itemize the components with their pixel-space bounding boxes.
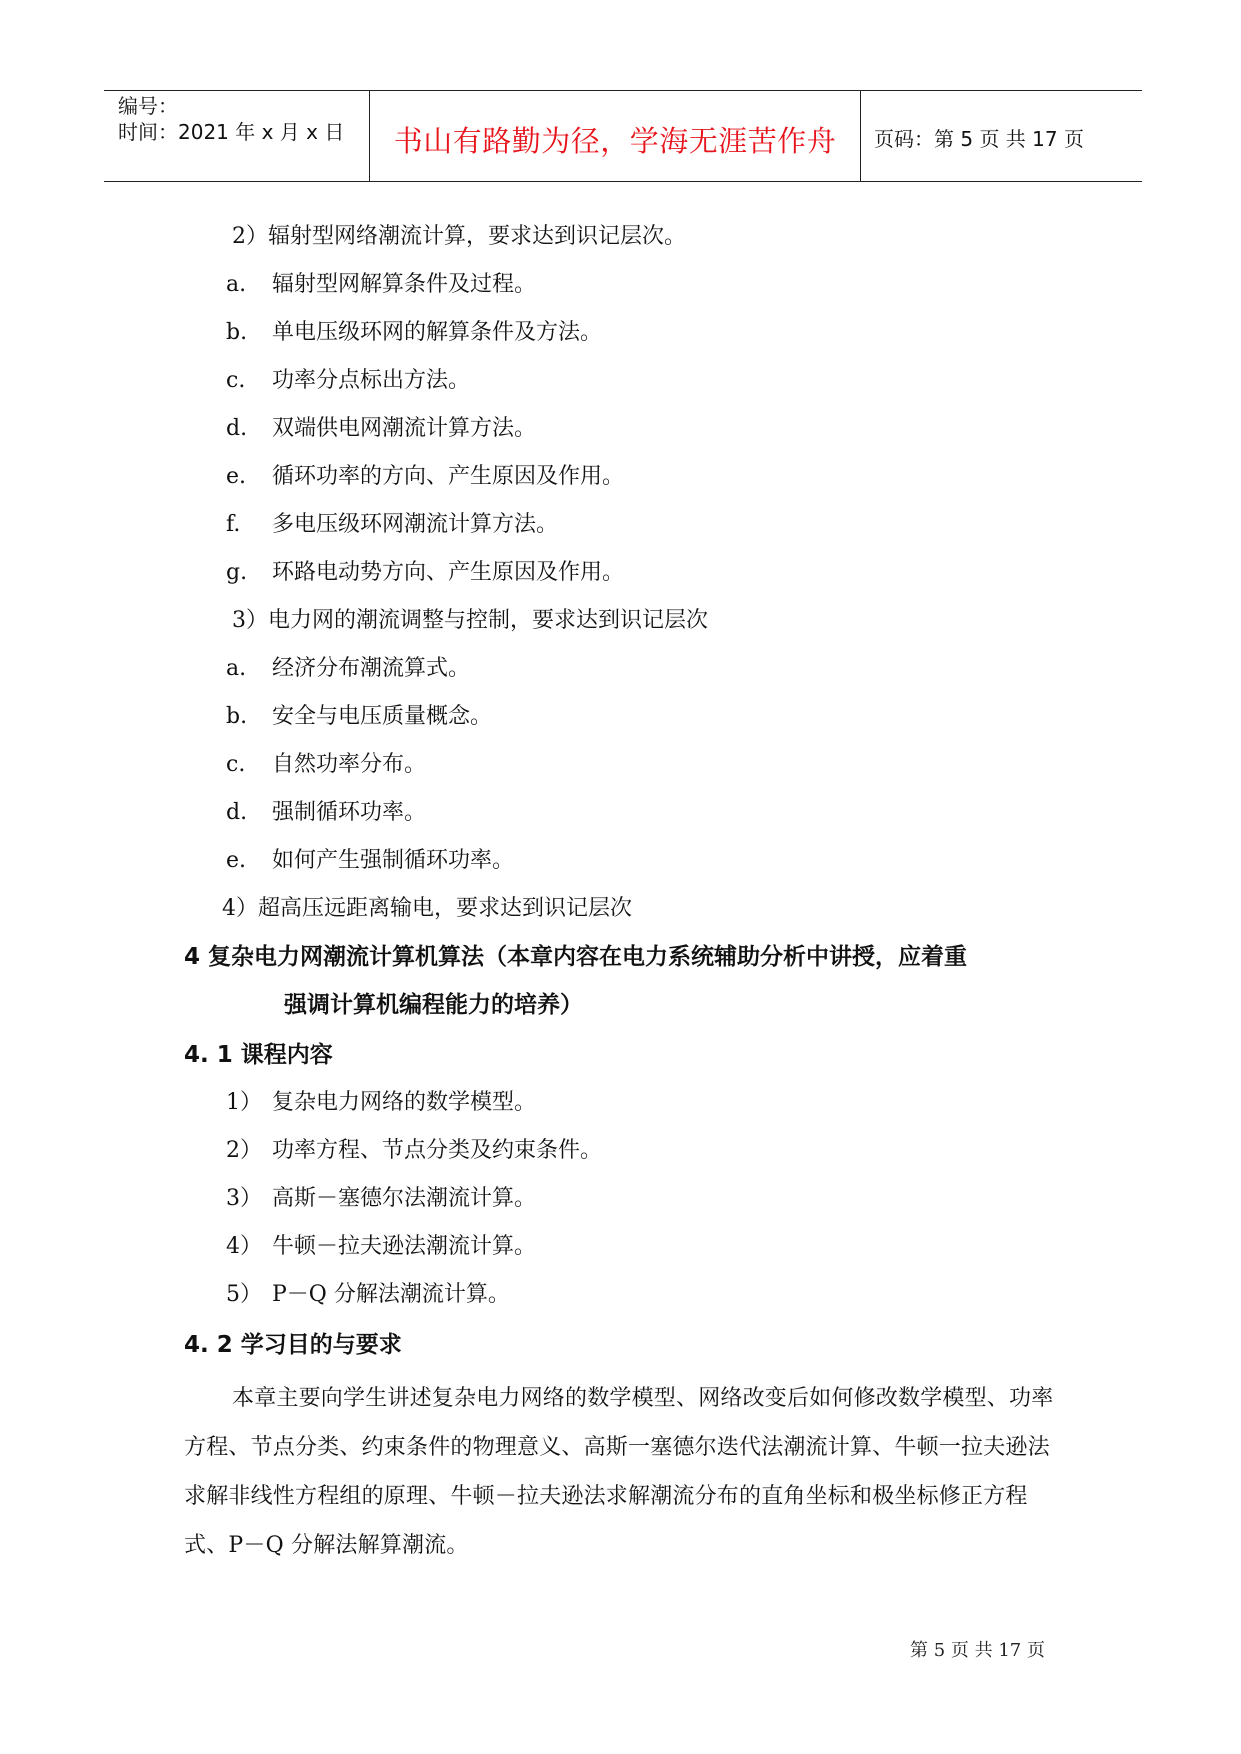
item-4-heading: 4）超高压远距离输电，要求达到识记层次: [222, 896, 632, 921]
list-item: [226, 702, 492, 732]
list-item: [226, 558, 624, 588]
list-marker: 1）: [226, 1090, 262, 1115]
list-marker: f.: [226, 512, 241, 537]
number-label: 编号：: [118, 94, 178, 118]
list-marker: b.: [226, 704, 248, 729]
list-item: [226, 654, 470, 684]
list-text: 环路电动势方向、产生原因及作用。: [272, 560, 625, 585]
list-text: 功率分点标出方法。: [272, 368, 471, 393]
list-text: 经济分布潮流算式。: [272, 656, 471, 681]
list-text: 安全与电压质量概念。: [272, 704, 493, 729]
list-text: 强制循环功率。: [272, 800, 427, 825]
list-marker: 3）: [226, 1186, 262, 1211]
list-text: 单电压级环网的解算条件及方法。: [272, 320, 603, 345]
list-item: [226, 798, 426, 828]
item-2-heading: 2）辐射型网络潮流计算，要求达到识记层次。: [232, 224, 686, 249]
body-paragraph: 本章主要向学生讲述复杂电力网络的数学模型、网络改变后如何修改数学模型、功率方程、节点分类、约束条件的物理意义、高斯一塞德尔迭代法潮流计算、牛顿一拉夫逊法求解非线性方程组的原理、牛顿－拉夫逊法求解潮流分布的直角坐标和极坐标修正方程式、P－Q 分解法解算潮流。: [184, 1386, 1054, 1558]
chapter-title: 4 复杂电力网潮流计算机算法（本章内容在电力系统辅助分析中讲授，应着重: [184, 944, 968, 970]
list-marker: c.: [226, 368, 246, 393]
list-item: [226, 318, 602, 348]
list-marker: a.: [226, 656, 247, 681]
page-header: [104, 90, 1142, 182]
list-item: [226, 366, 470, 396]
header-page-info: 页码：第 5 页 共 17 页: [874, 127, 1084, 151]
list-text: 辐射型网解算条件及过程。: [272, 272, 537, 297]
list-marker: d.: [226, 416, 248, 441]
list-item: [226, 270, 536, 300]
list-item: [226, 846, 514, 876]
list-item: [226, 1232, 536, 1262]
list-marker: e.: [226, 848, 247, 873]
list-item: [226, 1088, 536, 1118]
list-marker: a.: [226, 272, 247, 297]
item-3-heading: 3）电力网的潮流调整与控制，要求达到识记层次: [232, 608, 708, 633]
list-marker: g.: [226, 560, 248, 585]
list-text: 双端供电网潮流计算方法。: [272, 416, 537, 441]
header-motto: 书山有路勤为径，学海无涯苦作舟: [393, 124, 837, 158]
list-marker: b.: [226, 320, 248, 345]
list-text: P－Q 分解法潮流计算。: [272, 1282, 510, 1307]
list-item: [226, 1280, 510, 1310]
list-item: [226, 510, 558, 540]
list-text: 高斯－塞德尔法潮流计算。: [272, 1186, 537, 1211]
list-marker: c.: [226, 752, 246, 777]
time-label: 时间：2021 年 x 月 x 日: [118, 120, 345, 144]
page-footer: 第 5 页 共 17 页: [910, 1640, 1045, 1661]
list-marker: 5）: [226, 1282, 262, 1307]
header-meta: [118, 93, 368, 145]
chapter-title-continued: 强调计算机编程能力的培养）: [284, 992, 583, 1018]
list-item: [226, 750, 426, 780]
list-text: 如何产生强制循环功率。: [272, 848, 515, 873]
list-text: 牛顿－拉夫逊法潮流计算。: [272, 1234, 537, 1259]
list-text: 循环功率的方向、产生原因及作用。: [272, 464, 625, 489]
section-title: 4. 1 课程内容: [184, 1042, 333, 1068]
list-text: 自然功率分布。: [272, 752, 427, 777]
list-marker: 4）: [226, 1234, 262, 1259]
list-item: [226, 1136, 602, 1166]
list-marker: d.: [226, 800, 248, 825]
list-marker: 2）: [226, 1138, 262, 1163]
header-divider: [860, 91, 861, 181]
list-text: 功率方程、节点分类及约束条件。: [272, 1138, 603, 1163]
list-item: [226, 414, 536, 444]
section-title: 4. 2 学习目的与要求: [184, 1332, 402, 1358]
list-text: 多电压级环网潮流计算方法。: [272, 512, 559, 537]
list-item: [226, 1184, 536, 1214]
list-marker: e.: [226, 464, 247, 489]
list-text: 复杂电力网络的数学模型。: [272, 1090, 537, 1115]
list-item: [226, 462, 624, 492]
